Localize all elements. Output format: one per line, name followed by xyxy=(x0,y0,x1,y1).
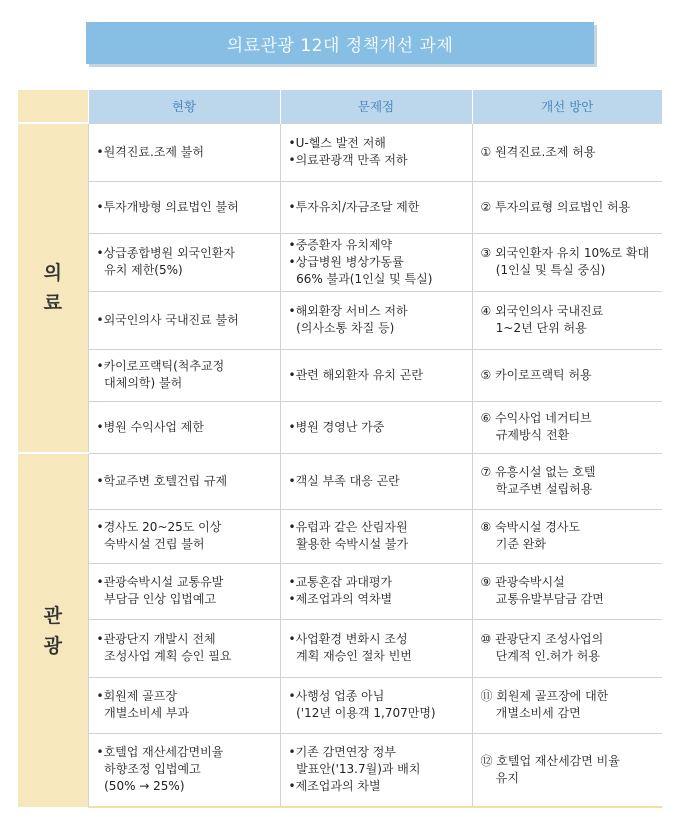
cell-status xyxy=(88,123,280,181)
solution-text: ⑥ 수익사업 네거티브 xyxy=(480,411,592,425)
solution-text: ⑤ 카이로프랙틱 허용 xyxy=(480,367,592,382)
page-title: 의료관광 12대 정책개선 과제 xyxy=(86,22,594,64)
category-char: 료 xyxy=(43,292,62,314)
solution-text: ⑫ 호텔업 재산세감면 비율 xyxy=(480,753,620,768)
status-text: 숙박시설 건립 불허 xyxy=(96,537,205,551)
problem-text: •의료관광객 만족 저하 xyxy=(288,153,408,167)
cell-problem xyxy=(280,733,472,807)
cell-status xyxy=(88,509,280,563)
cell-problem xyxy=(280,677,472,733)
status-text: •카이로프랙틱(척추교정 xyxy=(96,359,225,373)
cell-solution xyxy=(472,123,662,181)
status-text: •투자개방형 의료법인 불허 xyxy=(96,199,239,214)
cell-status xyxy=(88,401,280,453)
cell-problem xyxy=(280,291,472,349)
cell-status xyxy=(88,233,280,291)
status-text: •경사도 20~25도 이상 xyxy=(96,520,222,534)
solution-text: ⑧ 숙박시설 경사도 xyxy=(480,520,581,534)
problem-text: •해외환장 서비스 저하 xyxy=(288,304,408,318)
policy-table xyxy=(18,90,662,808)
table-header-row xyxy=(18,90,662,123)
status-text: 유치 제한(5%) xyxy=(96,263,183,277)
cell-problem xyxy=(280,123,472,181)
table-row xyxy=(18,677,662,733)
table-row xyxy=(18,291,662,349)
table-row xyxy=(18,563,662,619)
cell-status xyxy=(88,349,280,401)
solution-text: ② 투자의료형 의료법인 허용 xyxy=(480,199,631,214)
cell-status xyxy=(88,291,280,349)
cell-problem xyxy=(280,619,472,677)
status-text: •관광숙박시설 교통유발 xyxy=(96,575,224,589)
status-text: •학교주변 호텔건립 규제 xyxy=(96,473,228,488)
table-row xyxy=(18,349,662,401)
status-text: •외국인의사 국내진료 불허 xyxy=(96,312,239,327)
cell-solution xyxy=(472,453,662,509)
solution-text: ⑦ 유흥시설 없는 호텔 xyxy=(480,465,596,479)
status-text: 개별소비세 부과 xyxy=(96,706,190,720)
cell-solution xyxy=(472,677,662,733)
solution-text: 교통유발부담금 감면 xyxy=(480,592,604,606)
solution-text: 학교주변 설립허용 xyxy=(480,482,593,496)
problem-text: (의사소통 차질 등) xyxy=(288,321,395,335)
status-text: •원격진료.조제 불허 xyxy=(96,144,204,159)
problem-text: 66% 불과(1인실 및 특실) xyxy=(288,271,433,286)
status-text: (50% → 25%) xyxy=(96,779,185,794)
solution-text: ③ 외국인환자 유치 10%로 확대 xyxy=(480,246,650,260)
cell-solution xyxy=(472,181,662,233)
cell-solution xyxy=(472,509,662,563)
table-row xyxy=(18,509,662,563)
cell-problem xyxy=(280,233,472,291)
cell-problem xyxy=(280,453,472,509)
category-medical xyxy=(18,123,88,453)
cell-problem xyxy=(280,563,472,619)
table-row xyxy=(18,123,662,181)
problem-text: •객실 부족 대응 곤란 xyxy=(288,473,400,488)
status-text: 부담금 인상 입법예고 xyxy=(96,592,217,606)
problem-text: •교통혼잡 과대평가 xyxy=(288,575,393,589)
problem-text: •상급병원 병상가동률 xyxy=(288,254,404,269)
table-row xyxy=(18,181,662,233)
solution-text: 유지 xyxy=(480,770,519,785)
category-char: 의 xyxy=(43,262,62,284)
table-row xyxy=(18,733,662,807)
cell-problem xyxy=(280,181,472,233)
problem-text: ('12년 이용객 1,707만명) xyxy=(288,706,436,720)
status-text: •회원제 골프장 xyxy=(96,689,177,703)
problem-text: •병원 경영난 가중 xyxy=(288,419,385,434)
cell-solution xyxy=(472,349,662,401)
cell-status xyxy=(88,453,280,509)
status-text: •관광단지 개발시 전체 xyxy=(96,632,216,646)
problem-text: •중증환자 유치제약 xyxy=(288,237,393,252)
category-char: 광 xyxy=(43,634,62,657)
status-text: •병원 수익사업 제한 xyxy=(96,419,204,434)
problem-text: •투자유치/자금조달 제한 xyxy=(288,199,420,214)
table-row xyxy=(18,401,662,453)
solution-text: 단계적 인.허가 허용 xyxy=(480,649,600,663)
column-header-status: 현황 xyxy=(88,90,280,123)
table-row xyxy=(18,233,662,291)
cell-problem xyxy=(280,509,472,563)
problem-text: •관련 해외환자 유치 곤란 xyxy=(288,367,423,382)
table-row xyxy=(18,619,662,677)
category-tourism xyxy=(18,453,88,807)
problem-text: 발표안('13.7월)과 배치 xyxy=(288,762,421,777)
solution-text: 기준 완화 xyxy=(480,537,546,551)
problem-text: •U-헬스 발전 저해 xyxy=(288,136,386,150)
cell-solution xyxy=(472,733,662,807)
problem-text: •유럽과 같은 산림자원 xyxy=(288,520,408,534)
column-header-problem: 문제점 xyxy=(280,90,472,123)
solution-text: 규제방식 전환 xyxy=(480,428,570,442)
cell-problem xyxy=(280,349,472,401)
cell-solution xyxy=(472,401,662,453)
column-header-solution: 개선 방안 xyxy=(472,90,662,123)
cell-solution xyxy=(472,563,662,619)
problem-text: •기존 감면연장 정부 xyxy=(288,745,396,760)
status-text: 하향조정 입법예고 xyxy=(96,762,201,777)
solution-text: ⑩ 관광단지 조성사업의 xyxy=(480,632,604,646)
cell-status xyxy=(88,181,280,233)
cell-status xyxy=(88,733,280,807)
cell-solution xyxy=(472,291,662,349)
problem-text: •제조업과의 역차별 xyxy=(288,592,393,606)
problem-text: •사업환경 변화시 조성 xyxy=(288,632,408,646)
status-text: •상급종합병원 외국인환자 xyxy=(96,246,235,260)
solution-text: 개별소비세 감면 xyxy=(480,706,581,720)
solution-text: (1인실 및 특실 중심) xyxy=(480,263,606,277)
problem-text: •사행성 업종 아님 xyxy=(288,689,385,703)
category-header xyxy=(18,90,88,123)
table-row xyxy=(18,453,662,509)
solution-text: ① 원격진료.조제 허용 xyxy=(480,144,596,159)
problem-text: •제조업과의 차별 xyxy=(288,779,381,794)
cell-solution xyxy=(472,619,662,677)
cell-status xyxy=(88,619,280,677)
cell-status xyxy=(88,563,280,619)
status-text: •호텔업 재산세감면비율 xyxy=(96,745,224,760)
solution-text: ⑪ 회원제 골프장에 대한 xyxy=(480,689,609,703)
status-text: 대체의학) 불허 xyxy=(96,376,183,390)
status-text: 조성사업 계획 승인 필요 xyxy=(96,649,232,663)
category-char: 관 xyxy=(43,604,62,627)
problem-text: 계획 재승인 절차 빈번 xyxy=(288,649,412,663)
solution-text: ⑨ 관광숙박시설 xyxy=(480,575,565,589)
cell-problem xyxy=(280,401,472,453)
cell-status xyxy=(88,677,280,733)
problem-text: 활용한 숙박시설 불가 xyxy=(288,537,409,551)
solution-text: 1~2년 단위 허용 xyxy=(480,321,587,335)
solution-text: ④ 외국인의사 국내진료 xyxy=(480,304,604,318)
cell-solution xyxy=(472,233,662,291)
